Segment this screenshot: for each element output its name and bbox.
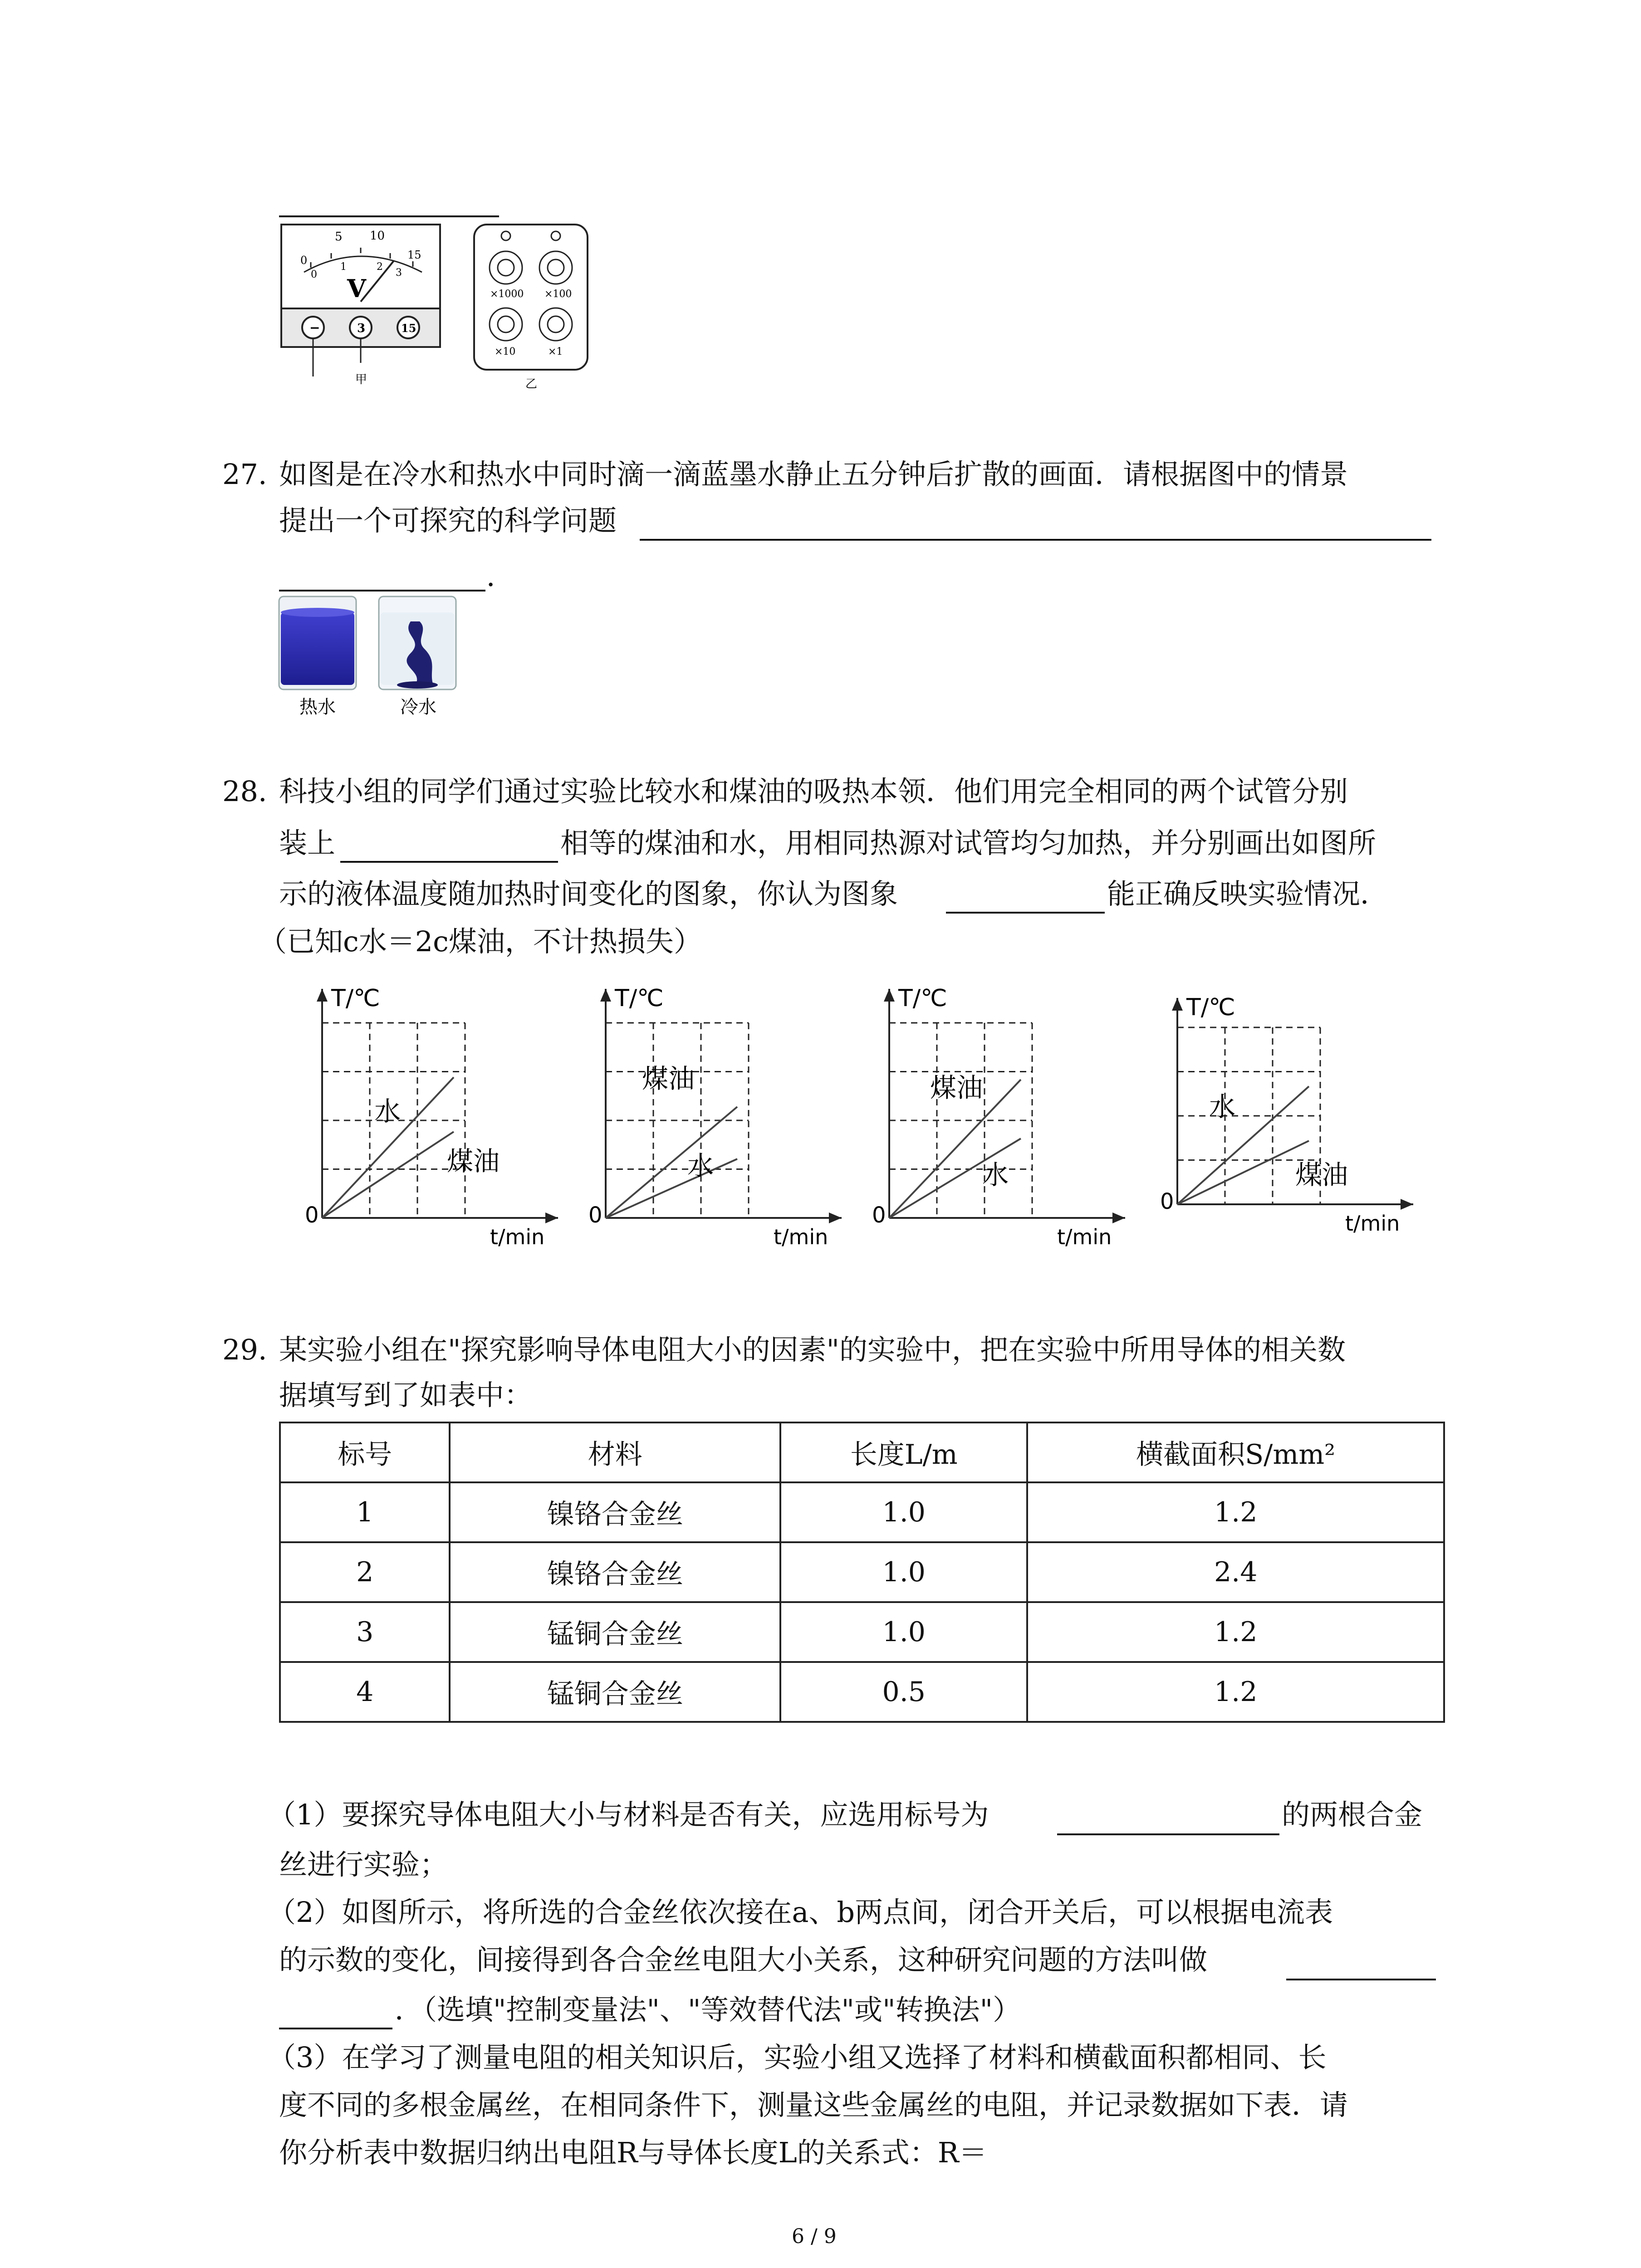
q29-part3-a: （3）在学习了测量电阻的相关知识后，实验小组又选择了材料和横截面积都相同、长 (268, 2041, 1327, 2074)
q28-line3a: 示的液体温度随加热时间变化的图象，你认为图象 (279, 877, 898, 910)
origin-label: 0 (1160, 1189, 1174, 1214)
table-header: 横截面积S/mm² (1027, 1422, 1444, 1482)
table-cell: 1.2 (1027, 1602, 1444, 1662)
answer-blank-top (279, 215, 499, 217)
multiplier-label: ×1000 (490, 288, 524, 300)
voltmeter-figure (277, 222, 445, 395)
table-row (280, 1662, 1444, 1722)
conductor-data-table (279, 1422, 1445, 1723)
scale-label: 15 (407, 249, 421, 261)
q29-part2-a: （2）如图所示，将所选的合金丝依次接在a、b两点间，闭合开关后，可以根据电流表 (268, 1896, 1333, 1929)
table-header-row (280, 1422, 1444, 1482)
scale-label: 0 (311, 269, 317, 280)
q28-answer-blank-2[interactable] (946, 912, 1105, 914)
series-label: 水 (982, 1159, 1009, 1190)
multiplier-label: ×10 (495, 346, 516, 357)
x-axis-label: t/min (774, 1225, 828, 1249)
table-cell: 锰铜合金丝 (450, 1662, 780, 1722)
multiplier-label: ×1 (548, 346, 563, 357)
origin-label: 0 (588, 1202, 603, 1228)
series-line (322, 1132, 454, 1218)
q28-line1: 科技小组的同学们通过实验比较水和煤油的吸热本领．他们用完全相同的两个试管分别 (279, 775, 1348, 808)
x-axis-label: t/min (1345, 1211, 1400, 1236)
q28-line2b: 相等的煤油和水，用相同热源对试管均匀加热，并分别画出如图所 (560, 826, 1376, 860)
beakers-figure (274, 594, 474, 726)
q29-answer-blank-1[interactable] (1057, 1833, 1279, 1835)
scale-label: 0 (300, 254, 308, 267)
q29-part3-c: 你分析表中数据归纳出电阻R与导体长度L的关系式：R＝ (279, 2136, 987, 2169)
y-axis-label: T/℃ (1186, 994, 1235, 1021)
beaker-label: 热水 (299, 697, 336, 718)
table-cell: 镍铬合金丝 (450, 1482, 780, 1542)
q29-part1-a: （1）要探究导体电阻大小与材料是否有关，应选用标号为 (268, 1798, 989, 1831)
hot-water-beaker-icon (279, 596, 356, 689)
series-line (1177, 1141, 1309, 1204)
unit-label: V (347, 274, 366, 303)
table-cell: 1.2 (1027, 1482, 1444, 1542)
series-line (606, 1159, 737, 1218)
table-header: 长度L/m (780, 1422, 1027, 1482)
q29-line2: 据填写到了如表中： (279, 1378, 533, 1412)
y-axis-label: T/℃ (331, 985, 380, 1012)
table-header: 材料 (450, 1422, 780, 1482)
x-axis-arrow-icon (545, 1212, 558, 1223)
q27-line2: 提出一个可探究的科学问题 (279, 504, 617, 537)
scale-label: 3 (396, 267, 402, 279)
origin-label: 0 (872, 1202, 886, 1228)
table-cell: 2 (280, 1542, 450, 1602)
y-axis-arrow-icon (1172, 998, 1183, 1011)
scale-label: 1 (340, 261, 347, 273)
terminal-label: 15 (401, 322, 416, 335)
x-axis-arrow-icon (829, 1212, 842, 1223)
q29-number: 29. (222, 1333, 267, 1366)
table-row (280, 1542, 1444, 1602)
series-label: 煤油 (447, 1146, 500, 1177)
series-label: 水 (687, 1150, 714, 1181)
graph-d[interactable] (1146, 984, 1427, 1256)
dial-icon (539, 251, 572, 284)
table-cell: 4 (280, 1662, 450, 1722)
q27-answer-blank-cont[interactable] (279, 590, 485, 591)
scale-label: 10 (370, 229, 385, 243)
q29-part2-c: ．（选填"控制变量法"、"等效替代法"或"转换法"） (395, 1993, 1021, 2026)
table-row (280, 1482, 1444, 1542)
table-cell: 1.2 (1027, 1662, 1444, 1722)
dial-icon (490, 251, 522, 284)
q28-number: 28. (222, 775, 267, 808)
table-cell: 3 (280, 1602, 450, 1662)
q27-number: 27. (222, 458, 267, 491)
page-number: 6 / 9 (792, 2225, 837, 2248)
table-cell: 0.5 (780, 1662, 1027, 1722)
q28-answer-blank-1[interactable] (340, 861, 558, 863)
q29-part1-c: 丝进行实验； (279, 1848, 448, 1881)
table-cell: 2.4 (1027, 1542, 1444, 1602)
scale-label: 2 (377, 261, 383, 273)
graph-b[interactable] (574, 975, 855, 1256)
multiplier-label: ×100 (544, 288, 572, 300)
graph-a[interactable] (290, 975, 572, 1256)
x-axis-arrow-icon (1112, 1212, 1125, 1223)
q28-line2a: 装上 (279, 826, 336, 860)
y-axis-label: T/℃ (898, 985, 947, 1012)
x-axis-label: t/min (1057, 1225, 1112, 1249)
q29-answer-blank-2[interactable] (1286, 1979, 1436, 1980)
x-axis-label: t/min (490, 1225, 545, 1249)
dial-icon (490, 308, 522, 341)
series-line (1177, 1086, 1309, 1204)
q28-line4: （已知c水＝2c煤油，不计热损失） (259, 925, 702, 958)
table-cell: 1.0 (780, 1482, 1027, 1542)
figure-caption: 乙 (525, 377, 538, 391)
q29-answer-blank-2-cont[interactable] (279, 2028, 392, 2029)
table-cell: 1.0 (780, 1602, 1027, 1662)
terminal-label: 3 (357, 322, 366, 335)
q27-line1: 如图是在冷水和热水中同时滴一滴蓝墨水静止五分钟后扩散的画面．请根据图中的情景 (279, 458, 1348, 491)
table-cell: 1.0 (780, 1542, 1027, 1602)
series-label: 煤油 (930, 1072, 983, 1103)
table-row (280, 1602, 1444, 1662)
q29-part1-b: 的两根合金 (1282, 1798, 1423, 1831)
table-header: 标号 (280, 1422, 450, 1482)
series-label: 煤油 (1295, 1159, 1348, 1190)
q27-answer-blank[interactable] (640, 539, 1431, 541)
scale-label: 5 (335, 230, 343, 244)
y-axis-arrow-icon (317, 989, 328, 1002)
terminal-label: − (309, 320, 320, 335)
cold-water-beaker-icon (379, 596, 456, 689)
y-axis-arrow-icon (600, 989, 611, 1002)
q28-line3b: 能正确反映实验情况． (1107, 877, 1389, 910)
figure-caption: 甲 (355, 373, 367, 386)
origin-label: 0 (305, 1202, 319, 1228)
y-axis-arrow-icon (884, 989, 895, 1002)
series-label: 水 (1209, 1091, 1236, 1122)
dial-icon (539, 308, 572, 341)
resistance-box-figure (472, 222, 590, 395)
q27-end: ． (486, 560, 515, 593)
series-label: 水 (374, 1096, 401, 1127)
y-axis-label: T/℃ (615, 985, 664, 1012)
q29-part3-b: 度不同的多根金属丝，在相同条件下，测量这些金属丝的电阻，并记录数据如下表．请 (279, 2088, 1348, 2121)
graph-c[interactable] (857, 975, 1139, 1256)
x-axis-arrow-icon (1401, 1199, 1413, 1210)
table-cell: 1 (280, 1482, 450, 1542)
q29-line1: 某实验小组在"探究影响导体电阻大小的因素"的实验中，把在实验中所用导体的相关数 (279, 1333, 1346, 1366)
q29-part2-b: 的示数的变化，间接得到各合金丝电阻大小关系，这种研究问题的方法叫做 (279, 1943, 1208, 1976)
beaker-label: 冷水 (400, 697, 436, 718)
table-cell: 镍铬合金丝 (450, 1542, 780, 1602)
series-line (606, 1107, 737, 1218)
series-label: 煤油 (642, 1063, 695, 1094)
table-cell: 锰铜合金丝 (450, 1602, 780, 1662)
